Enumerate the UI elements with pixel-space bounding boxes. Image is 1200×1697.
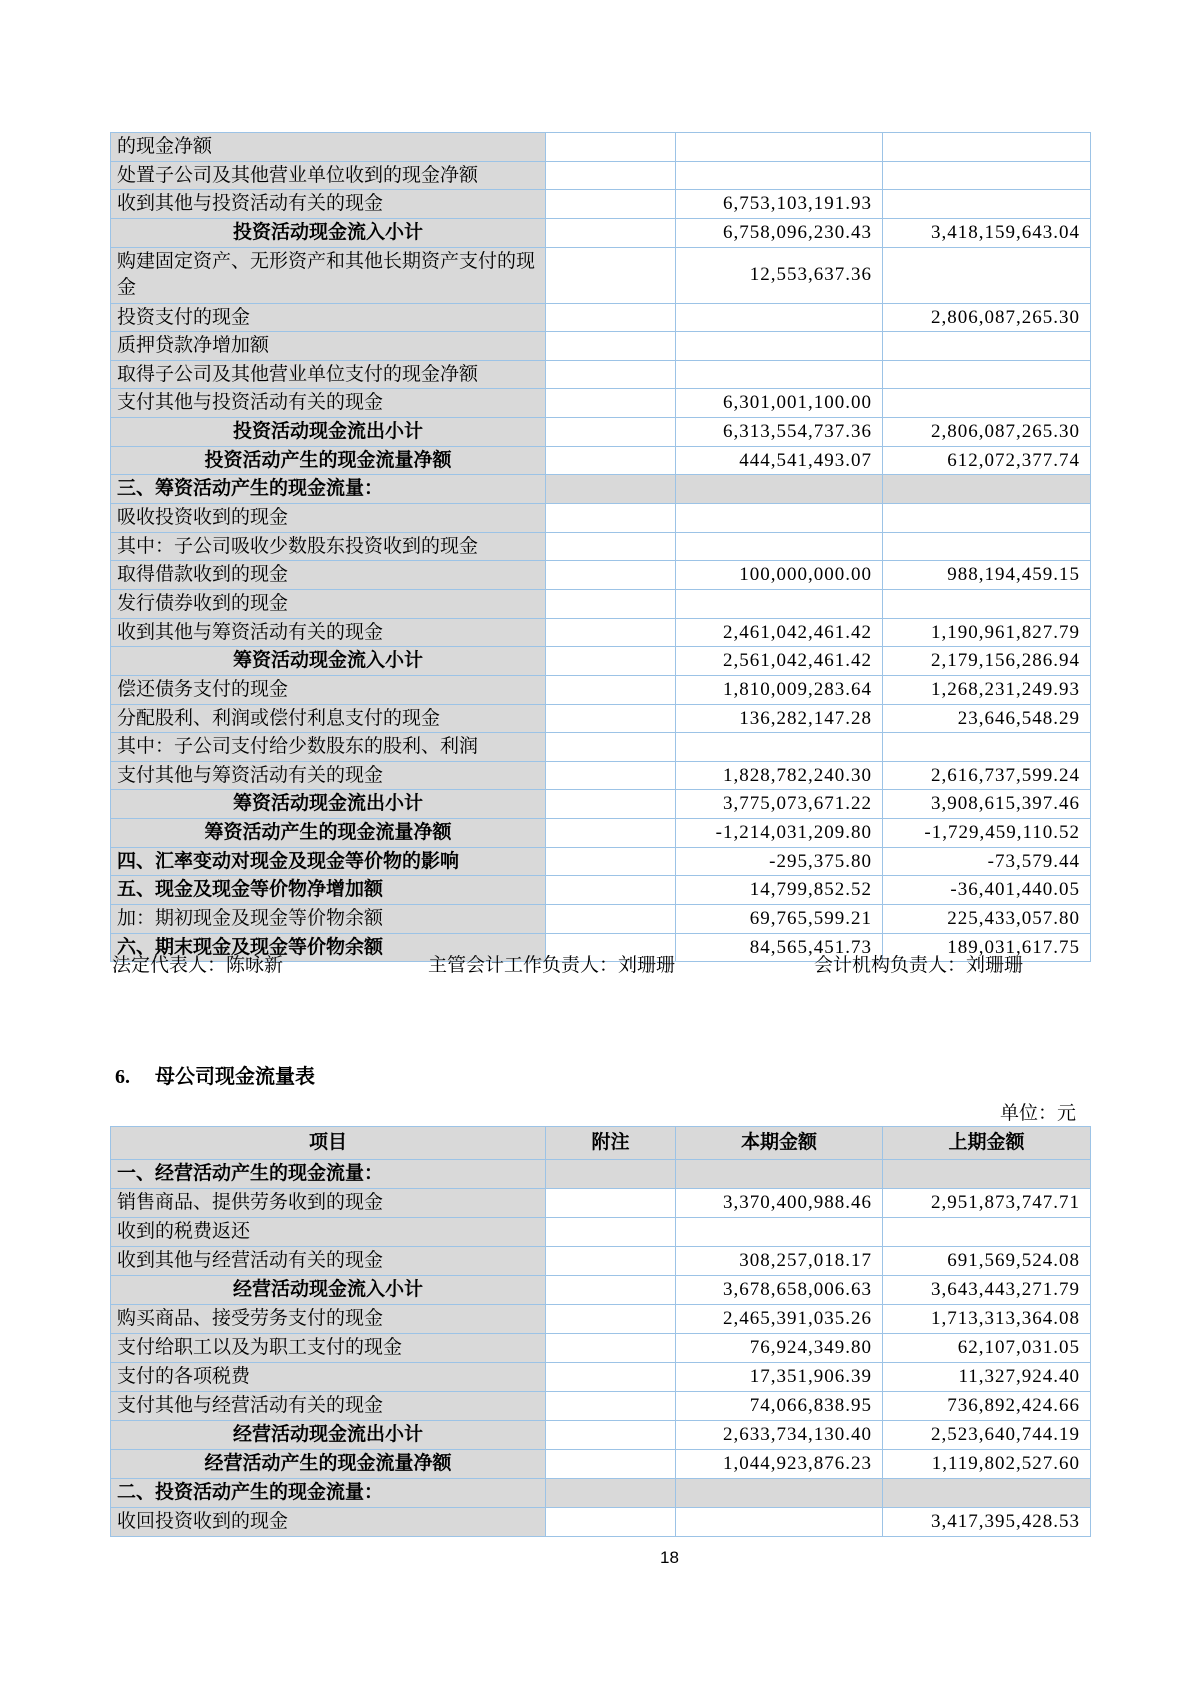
note-cell	[546, 190, 676, 219]
previous-amount-cell	[883, 1159, 1091, 1188]
current-amount-cell: 2,561,042,461.42	[676, 647, 883, 676]
item-label-cell: 收到其他与筹资活动有关的现金	[111, 618, 546, 647]
current-amount-cell	[676, 1478, 883, 1507]
previous-amount-cell: 691,569,524.08	[883, 1246, 1091, 1275]
table-row	[111, 1304, 1091, 1333]
previous-amount-cell: 62,107,031.05	[883, 1333, 1091, 1362]
accounting-department-head: 会计机构负责人：刘珊珊	[814, 955, 1024, 976]
previous-amount-cell: 1,713,313,364.08	[883, 1304, 1091, 1333]
item-label-cell: 购建固定资产、无形资产和其他长期资产支付的现金	[111, 247, 546, 303]
item-label-cell: 经营活动现金流出小计	[111, 1420, 546, 1449]
chief-accountant: 主管会计工作负责人：刘珊珊	[428, 955, 676, 976]
table-row	[111, 190, 1091, 219]
table-row	[111, 561, 1091, 590]
table-row	[111, 1507, 1091, 1536]
current-amount-cell: 444,541,493.07	[676, 446, 883, 475]
previous-amount-cell: 1,190,961,827.79	[883, 618, 1091, 647]
note-cell	[546, 389, 676, 418]
note-cell	[546, 618, 676, 647]
note-cell	[546, 1159, 676, 1188]
current-amount-cell: 6,758,096,230.43	[676, 218, 883, 247]
table-row	[111, 475, 1091, 504]
current-amount-cell	[676, 733, 883, 762]
table-row	[111, 303, 1091, 332]
table-row	[111, 504, 1091, 533]
column-header-note: 附注	[546, 1127, 676, 1160]
table-row	[111, 1275, 1091, 1304]
previous-amount-cell	[883, 504, 1091, 533]
note-cell	[546, 704, 676, 733]
item-label-cell: 三、筹资活动产生的现金流量：	[111, 475, 546, 504]
column-header-current-amount: 本期金额	[676, 1127, 883, 1160]
note-cell	[546, 876, 676, 905]
note-cell	[546, 675, 676, 704]
item-label-cell: 投资活动产生的现金流量净额	[111, 446, 546, 475]
table-row	[111, 1362, 1091, 1391]
item-label-cell: 支付其他与筹资活动有关的现金	[111, 761, 546, 790]
table-row	[111, 161, 1091, 190]
current-amount-cell	[676, 133, 883, 162]
table-row	[111, 133, 1091, 162]
current-amount-cell: 1,828,782,240.30	[676, 761, 883, 790]
note-cell	[546, 1246, 676, 1275]
note-cell	[546, 303, 676, 332]
previous-amount-cell: 1,119,802,527.60	[883, 1449, 1091, 1478]
consolidated-cash-flow-table	[110, 132, 1091, 962]
table-row	[111, 418, 1091, 447]
table-row	[111, 389, 1091, 418]
item-label-cell: 投资活动现金流入小计	[111, 218, 546, 247]
table-row	[111, 1246, 1091, 1275]
item-label-cell: 取得借款收到的现金	[111, 561, 546, 590]
item-label-cell: 购买商品、接受劳务支付的现金	[111, 1304, 546, 1333]
current-amount-cell	[676, 1507, 883, 1536]
previous-amount-cell	[883, 247, 1091, 303]
table-row	[111, 532, 1091, 561]
previous-amount-cell: 189,031,617.75	[883, 933, 1091, 962]
table-row	[111, 847, 1091, 876]
table-row	[111, 704, 1091, 733]
item-label-cell: 处置子公司及其他营业单位收到的现金净额	[111, 161, 546, 190]
previous-amount-cell	[883, 389, 1091, 418]
table-row	[111, 761, 1091, 790]
current-amount-cell	[676, 504, 883, 533]
current-amount-cell: 2,465,391,035.26	[676, 1304, 883, 1333]
table-row	[111, 1449, 1091, 1478]
current-amount-cell	[676, 161, 883, 190]
table-row	[111, 1159, 1091, 1188]
previous-amount-cell	[883, 332, 1091, 361]
item-label-cell: 支付给职工以及为职工支付的现金	[111, 1333, 546, 1362]
previous-amount-cell: 3,643,443,271.79	[883, 1275, 1091, 1304]
page-number: 18	[660, 1548, 679, 1567]
current-amount-cell: 3,370,400,988.46	[676, 1188, 883, 1217]
current-amount-cell: 6,313,554,737.36	[676, 418, 883, 447]
parent-cash-flow-table-header	[111, 1127, 1091, 1160]
table-row	[111, 1333, 1091, 1362]
current-amount-cell: 76,924,349.80	[676, 1333, 883, 1362]
table-row	[111, 1391, 1091, 1420]
current-amount-cell	[676, 532, 883, 561]
current-amount-cell: 3,678,658,006.63	[676, 1275, 883, 1304]
item-label-cell: 筹资活动现金流入小计	[111, 647, 546, 676]
table-row	[111, 819, 1091, 848]
note-cell	[546, 133, 676, 162]
current-amount-cell: 1,810,009,283.64	[676, 675, 883, 704]
note-cell	[546, 218, 676, 247]
current-amount-cell: 100,000,000.00	[676, 561, 883, 590]
current-amount-cell: 136,282,147.28	[676, 704, 883, 733]
item-label-cell: 一、经营活动产生的现金流量：	[111, 1159, 546, 1188]
note-cell	[546, 475, 676, 504]
previous-amount-cell: 2,806,087,265.30	[883, 303, 1091, 332]
previous-amount-cell	[883, 589, 1091, 618]
table-row	[111, 1217, 1091, 1246]
previous-amount-cell	[883, 532, 1091, 561]
previous-amount-cell: 11,327,924.40	[883, 1362, 1091, 1391]
item-label-cell: 收回投资收到的现金	[111, 1507, 546, 1536]
item-label-cell: 筹资活动现金流出小计	[111, 790, 546, 819]
unit-label: 单位：元	[999, 1103, 1076, 1124]
previous-amount-cell: 988,194,459.15	[883, 561, 1091, 590]
previous-amount-cell: 3,908,615,397.46	[883, 790, 1091, 819]
table-row	[111, 589, 1091, 618]
note-cell	[546, 647, 676, 676]
previous-amount-cell: 2,616,737,599.24	[883, 761, 1091, 790]
current-amount-cell	[676, 475, 883, 504]
item-label-cell: 投资活动现金流出小计	[111, 418, 546, 447]
current-amount-cell: 84,565,451.73	[676, 933, 883, 962]
current-amount-cell: 69,765,599.21	[676, 905, 883, 934]
table-row	[111, 790, 1091, 819]
item-label-cell: 筹资活动产生的现金流量净额	[111, 819, 546, 848]
note-cell	[546, 1304, 676, 1333]
previous-amount-cell	[883, 190, 1091, 219]
previous-amount-cell: 2,179,156,286.94	[883, 647, 1091, 676]
item-label-cell: 其中：子公司支付给少数股东的股利、利润	[111, 733, 546, 762]
current-amount-cell: 12,553,637.36	[676, 247, 883, 303]
item-label-cell: 收到其他与经营活动有关的现金	[111, 1246, 546, 1275]
table-row	[111, 876, 1091, 905]
current-amount-cell: 14,799,852.52	[676, 876, 883, 905]
section-number: 6.	[115, 1066, 130, 1088]
current-amount-cell: 1,044,923,876.23	[676, 1449, 883, 1478]
header-row	[111, 1127, 1091, 1160]
item-label-cell: 偿还债务支付的现金	[111, 675, 546, 704]
current-amount-cell: 2,633,734,130.40	[676, 1420, 883, 1449]
item-label-cell: 质押贷款净增加额	[111, 332, 546, 361]
note-cell	[546, 1391, 676, 1420]
item-label-cell: 支付的各项税费	[111, 1362, 546, 1391]
current-amount-cell	[676, 360, 883, 389]
note-cell	[546, 1275, 676, 1304]
item-label-cell: 发行债券收到的现金	[111, 589, 546, 618]
current-amount-cell: 74,066,838.95	[676, 1391, 883, 1420]
previous-amount-cell: -1,729,459,110.52	[883, 819, 1091, 848]
note-cell	[546, 1188, 676, 1217]
parent-cash-flow-table	[110, 1126, 1091, 1537]
item-label-cell: 取得子公司及其他营业单位支付的现金净额	[111, 360, 546, 389]
current-amount-cell: -1,214,031,209.80	[676, 819, 883, 848]
item-label-cell: 经营活动产生的现金流量净额	[111, 1449, 546, 1478]
table-row	[111, 647, 1091, 676]
previous-amount-cell	[883, 133, 1091, 162]
signature-line	[110, 950, 1090, 976]
note-cell	[546, 1333, 676, 1362]
item-label-cell: 加：期初现金及现金等价物余额	[111, 905, 546, 934]
consolidated-cash-flow-table-body	[111, 133, 1091, 962]
note-cell	[546, 1449, 676, 1478]
current-amount-cell: -295,375.80	[676, 847, 883, 876]
note-cell	[546, 1362, 676, 1391]
previous-amount-cell: 736,892,424.66	[883, 1391, 1091, 1420]
note-cell	[546, 1507, 676, 1536]
item-label-cell: 支付其他与经营活动有关的现金	[111, 1391, 546, 1420]
item-label-cell: 二、投资活动产生的现金流量：	[111, 1478, 546, 1507]
item-label-cell: 收到的税费返还	[111, 1217, 546, 1246]
table-row	[111, 247, 1091, 303]
note-cell	[546, 161, 676, 190]
previous-amount-cell: 2,523,640,744.19	[883, 1420, 1091, 1449]
item-label-cell: 四、汇率变动对现金及现金等价物的影响	[111, 847, 546, 876]
note-cell	[546, 332, 676, 361]
table-row	[111, 618, 1091, 647]
previous-amount-cell	[883, 360, 1091, 389]
note-cell	[546, 761, 676, 790]
note-cell	[546, 504, 676, 533]
previous-amount-cell: 23,646,548.29	[883, 704, 1091, 733]
legal-representative: 法定代表人：陈咏新	[112, 955, 284, 976]
item-label-cell: 收到其他与投资活动有关的现金	[111, 190, 546, 219]
item-label-cell: 其中：子公司吸收少数股东投资收到的现金	[111, 532, 546, 561]
note-cell	[546, 733, 676, 762]
previous-amount-cell: 1,268,231,249.93	[883, 675, 1091, 704]
previous-amount-cell: -73,579.44	[883, 847, 1091, 876]
current-amount-cell	[676, 589, 883, 618]
item-label-cell: 销售商品、提供劳务收到的现金	[111, 1188, 546, 1217]
previous-amount-cell	[883, 475, 1091, 504]
table-row	[111, 1478, 1091, 1507]
previous-amount-cell	[883, 161, 1091, 190]
item-label-cell: 分配股利、利润或偿付利息支付的现金	[111, 704, 546, 733]
note-cell	[546, 446, 676, 475]
note-cell	[546, 790, 676, 819]
item-label-cell: 吸收投资收到的现金	[111, 504, 546, 533]
note-cell	[546, 1420, 676, 1449]
current-amount-cell	[676, 1159, 883, 1188]
item-label-cell: 支付其他与投资活动有关的现金	[111, 389, 546, 418]
note-cell	[546, 418, 676, 447]
current-amount-cell: 17,351,906.39	[676, 1362, 883, 1391]
previous-amount-cell: 3,418,159,643.04	[883, 218, 1091, 247]
table-row	[111, 332, 1091, 361]
note-cell	[546, 1217, 676, 1246]
previous-amount-cell	[883, 1478, 1091, 1507]
item-label-cell: 五、现金及现金等价物净增加额	[111, 876, 546, 905]
current-amount-cell: 308,257,018.17	[676, 1246, 883, 1275]
section-heading	[115, 1060, 315, 1089]
current-amount-cell: 6,301,001,100.00	[676, 389, 883, 418]
table-row	[111, 360, 1091, 389]
current-amount-cell: 2,461,042,461.42	[676, 618, 883, 647]
current-amount-cell: 3,775,073,671.22	[676, 790, 883, 819]
current-amount-cell: 6,753,103,191.93	[676, 190, 883, 219]
note-cell	[546, 360, 676, 389]
previous-amount-cell	[883, 733, 1091, 762]
column-header-item: 项目	[111, 1127, 546, 1160]
item-label-cell: 经营活动现金流入小计	[111, 1275, 546, 1304]
previous-amount-cell: 225,433,057.80	[883, 905, 1091, 934]
table-row	[111, 1420, 1091, 1449]
previous-amount-cell: 2,806,087,265.30	[883, 418, 1091, 447]
note-cell	[546, 589, 676, 618]
previous-amount-cell	[883, 1217, 1091, 1246]
current-amount-cell	[676, 1217, 883, 1246]
current-amount-cell	[676, 303, 883, 332]
table-row	[111, 218, 1091, 247]
item-label-cell: 的现金净额	[111, 133, 546, 162]
note-cell	[546, 1478, 676, 1507]
note-cell	[546, 847, 676, 876]
item-label-cell: 投资支付的现金	[111, 303, 546, 332]
note-cell	[546, 532, 676, 561]
table-row	[111, 733, 1091, 762]
column-header-previous-amount: 上期金额	[883, 1127, 1091, 1160]
previous-amount-cell: 612,072,377.74	[883, 446, 1091, 475]
note-cell	[546, 819, 676, 848]
table-row	[111, 446, 1091, 475]
table-row	[111, 1188, 1091, 1217]
item-label-cell: 六、期末现金及现金等价物余额	[111, 933, 546, 962]
previous-amount-cell: -36,401,440.05	[883, 876, 1091, 905]
previous-amount-cell: 3,417,395,428.53	[883, 1507, 1091, 1536]
table-row	[111, 675, 1091, 704]
parent-cash-flow-table-body	[111, 1159, 1091, 1536]
note-cell	[546, 561, 676, 590]
current-amount-cell	[676, 332, 883, 361]
note-cell	[546, 905, 676, 934]
previous-amount-cell: 2,951,873,747.71	[883, 1188, 1091, 1217]
note-cell	[546, 247, 676, 303]
section-title-text: 母公司现金流量表	[155, 1066, 315, 1088]
table-row	[111, 905, 1091, 934]
